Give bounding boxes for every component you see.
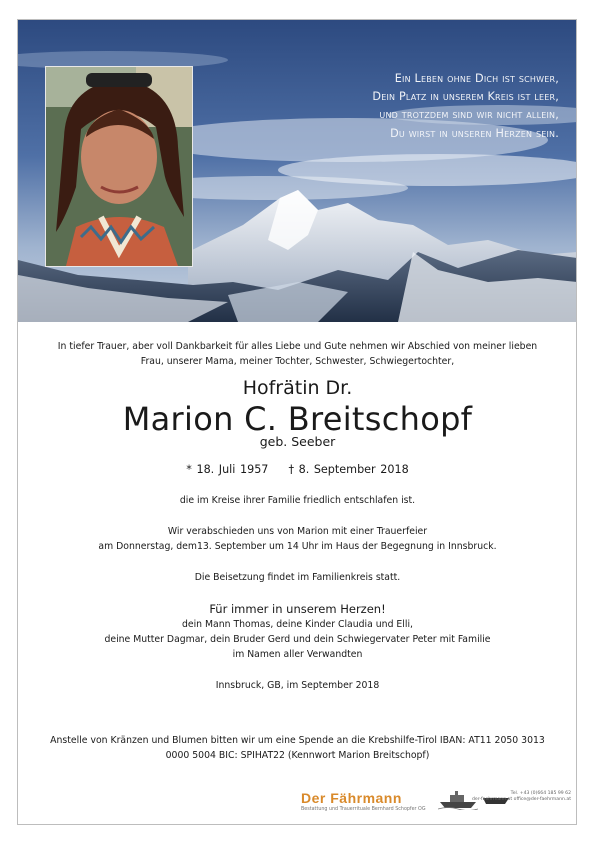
poem [299, 70, 559, 143]
passed-text: die im Kreise ihrer Familie friedlich entschlafen ist. [179, 495, 416, 506]
intro [18, 339, 577, 369]
portrait-photo [45, 66, 193, 267]
forever-line: Für immer in unserem Herzen! [209, 602, 386, 616]
ceremony-line: am Donnerstag, dem13. September um 14 Uhr im Haus der Begegnung in Innsbruck. [98, 541, 497, 552]
family-line: dein Mann Thomas, deine Kinder Claudia und Elli, [181, 619, 414, 630]
poem-line: Dein Platz in unserem Kreis ist leer, [372, 90, 559, 104]
family-line: im Namen aller Verwandten [232, 649, 363, 660]
footer [18, 788, 577, 818]
contact-info [472, 791, 571, 803]
obituary-card [17, 19, 577, 825]
contact-line: der-faehrmann.at office@der-faehrmann.at [472, 797, 571, 802]
donation-line: 0000 5004 BIC: SPIHAT22 (Kennwort Marion Breitschopf) [165, 750, 430, 761]
donation-line: Anstelle von Kränzen und Blumen bitten wir um eine Spende an die Krebshilfe-Tirol IBAN: AT11 2050 3013 [50, 735, 545, 746]
life-dates [18, 462, 577, 477]
brand-name: Der Fährmann [301, 790, 402, 806]
death-date: † 8. September 2018 [288, 463, 409, 476]
deceased-name: Marion C. Breitschopf [122, 400, 473, 438]
ceremony-line: Wir verabschieden uns von Marion mit einer Trauerfeier [167, 526, 428, 537]
intro-line: In tiefer Trauer, aber voll Dankbarkeit für alles Liebe und Gute nehmen wir Abschied von meiner lieben [57, 341, 538, 352]
intro-line: Frau, unserer Mama, meiner Tochter, Schwester, Schwiegertochter, [140, 356, 455, 367]
brand-subtitle: Bestattung und Trauerrituale Bernhard Schopfer OG [301, 807, 426, 812]
family-line: deine Mutter Dagmar, dein Bruder Gerd und dein Schwiegervater Peter mit Familie [104, 634, 491, 645]
poem-line: Ein Leben ohne Dich ist schwer, [394, 72, 559, 85]
donation-note [18, 733, 577, 763]
family-signatures [18, 617, 577, 662]
maiden-name: geb. Seeber [259, 434, 336, 449]
ceremony-info [18, 524, 577, 554]
burial-info: Die Beisetzung findet im Familienkreis statt. [194, 572, 401, 583]
academic-title: Hofrätin Dr. [242, 377, 353, 399]
obituary-text [18, 322, 577, 763]
birth-date: * 18. Juli 1957 [186, 463, 269, 476]
poem-line: Du wirst in unseren Herzen sein. [390, 126, 559, 140]
contact-line: Tel. +43 (0)664 185 99 62 [510, 791, 571, 796]
place-date: Innsbruck, GB, im September 2018 [215, 680, 380, 691]
poem-line: und trotzdem sind wir nicht allein, [379, 108, 559, 122]
mountain-header [18, 20, 577, 322]
